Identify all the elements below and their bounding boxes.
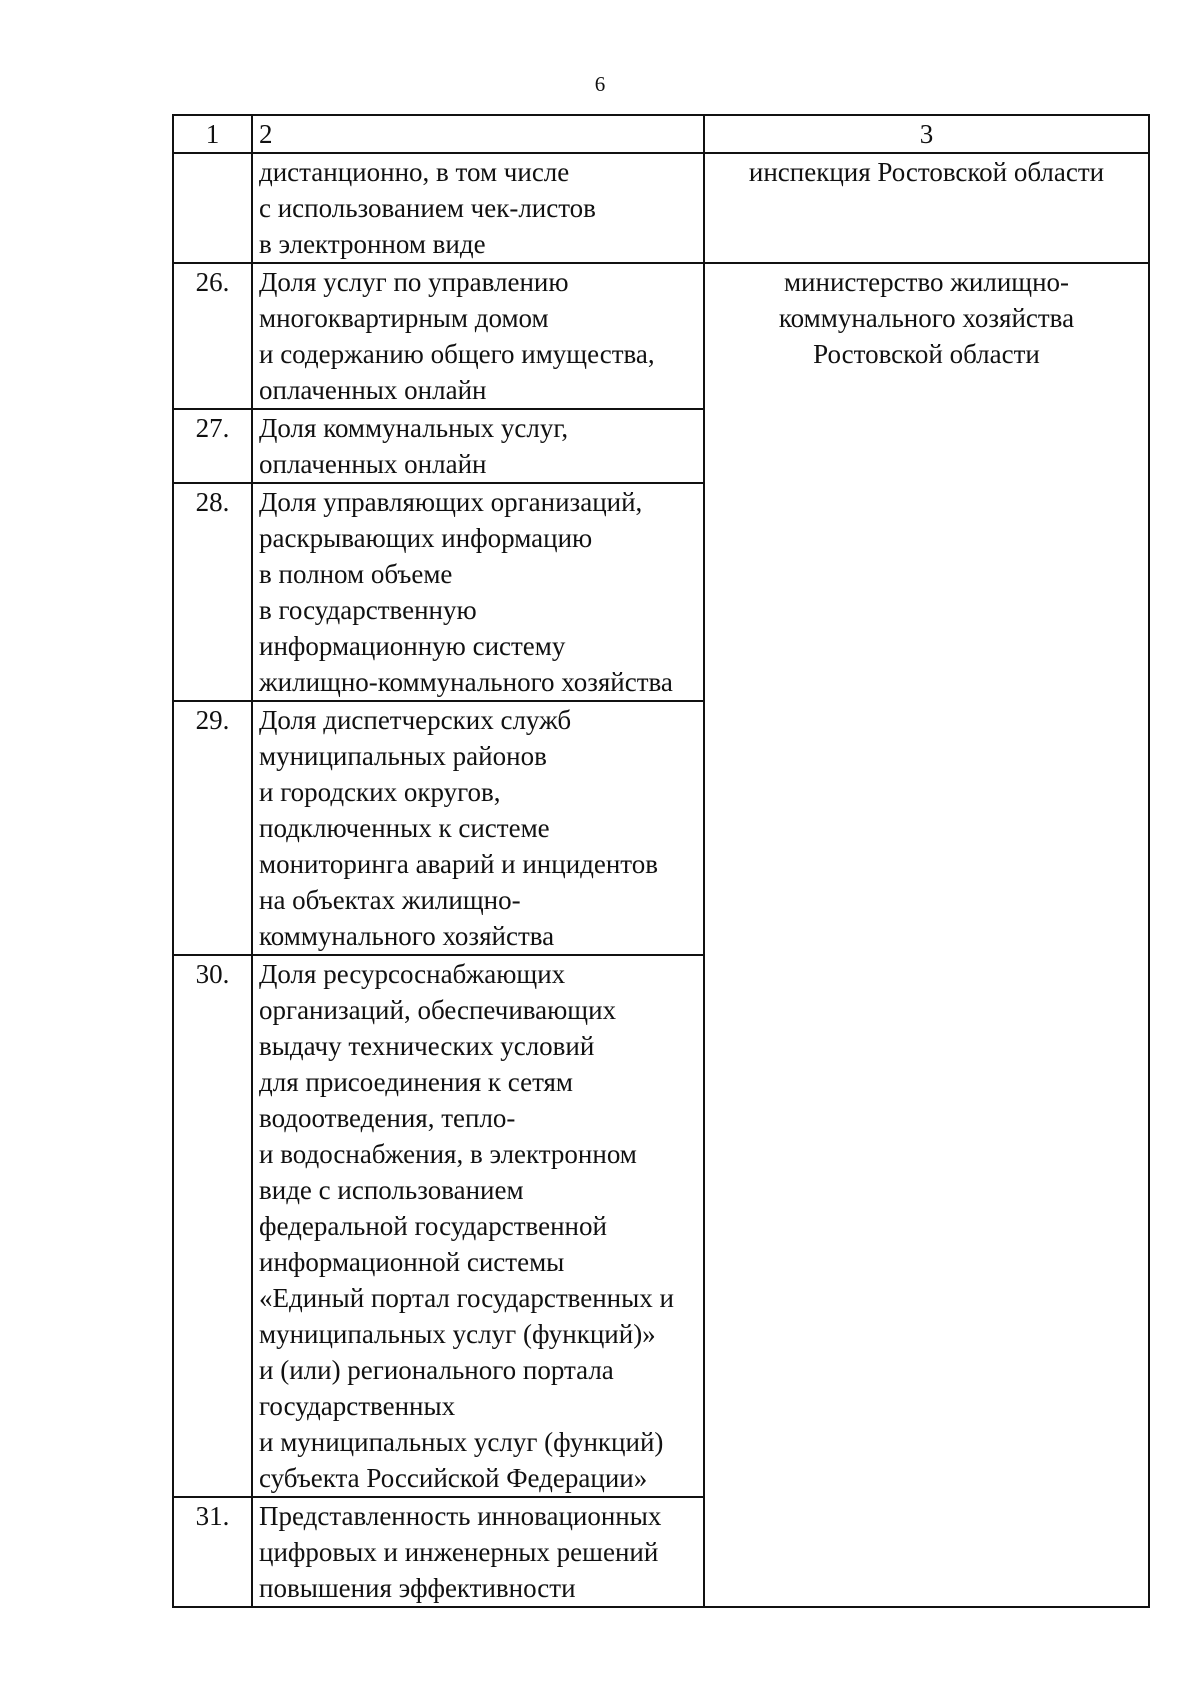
row-number: 28. [173,483,252,701]
header-col-1: 1 [173,115,252,153]
table-row-26 [173,263,1149,409]
row-text: Доля управляющих организаций, раскрывающих информацию в полном объеме в государственную информационную систему жилищно-коммунального хозяйства [252,483,704,701]
table-header-row [173,115,1149,153]
row-text: дистанционно, в том числе с использованием чек-листов в электронном виде [252,153,704,263]
row-text: Доля услуг по управлению многоквартирным домом и содержанию общего имущества, оплаченных онлайн [252,263,704,409]
responsible-body: инспекция Ростовской области [704,153,1149,263]
row-text: Доля ресурсоснабжающих организаций, обеспечивающих выдачу технических условий для присоединения к сетям водоотведения, тепло- и водоснабжения, в электронном виде с использованием федеральной государственной информационной системы «Единый портал государственных и муниципальных услуг (функций)» и (или) регионального портала государственных и муниципальных услуг (функций) субъекта Российской Федерации» [252,955,704,1497]
row-number-empty [173,153,252,263]
row-number: 27. [173,409,252,483]
row-text: Доля диспетчерских служб муниципальных районов и городских округов, подключенных к системе мониторинга аварий и инцидентов на объектах жилищно- коммунального хозяйства [252,701,704,955]
header-col-2: 2 [252,115,704,153]
header-col-3: 3 [704,115,1149,153]
row-text: Представленность инновационных цифровых и инженерных решений повышения эффективности [252,1497,704,1607]
row-number: 26. [173,263,252,409]
row-number: 30. [173,955,252,1497]
indicators-table [172,114,1150,1608]
responsible-body-group: министерство жилищно- коммунального хозяйства Ростовской области [704,263,1149,1607]
row-text: Доля коммунальных услуг, оплаченных онлайн [252,409,704,483]
page-number: 6 [594,72,606,96]
row-number: 31. [173,1497,252,1607]
row-number: 29. [173,701,252,955]
table-row-continuation [173,153,1149,263]
